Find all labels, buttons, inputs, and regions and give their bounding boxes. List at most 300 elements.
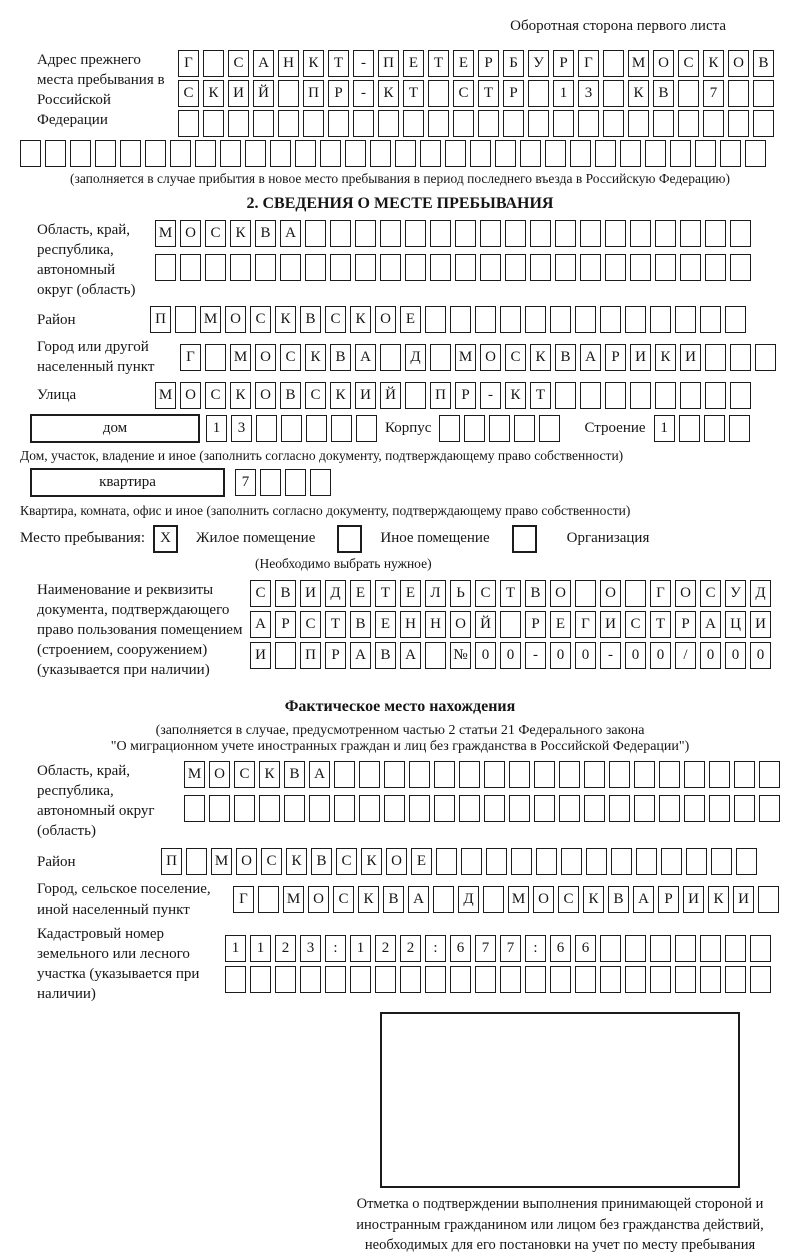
char-box bbox=[684, 795, 705, 822]
checkbox-cell[interactable]: X bbox=[153, 525, 178, 553]
char-box: М bbox=[230, 344, 251, 371]
char-box: 3 bbox=[231, 415, 252, 442]
char-box bbox=[559, 761, 580, 788]
char-box bbox=[180, 254, 201, 281]
house-number-line bbox=[206, 415, 377, 442]
char-box bbox=[70, 140, 91, 167]
char-box: 7 bbox=[235, 469, 256, 496]
char-box bbox=[260, 469, 281, 496]
char-box bbox=[425, 306, 446, 333]
char-box bbox=[405, 254, 426, 281]
char-box bbox=[625, 580, 646, 607]
char-box bbox=[634, 795, 655, 822]
char-box bbox=[705, 254, 726, 281]
char-box bbox=[356, 415, 377, 442]
char-box bbox=[455, 254, 476, 281]
char-box bbox=[630, 254, 651, 281]
house-type-box: дом bbox=[30, 414, 200, 443]
char-box: Т bbox=[478, 80, 499, 107]
char-box bbox=[400, 966, 421, 993]
char-box bbox=[505, 220, 526, 247]
char-box bbox=[285, 469, 306, 496]
char-box: К bbox=[530, 344, 551, 371]
korpus-line bbox=[439, 415, 560, 442]
checkbox-cell[interactable] bbox=[512, 525, 537, 553]
char-box bbox=[730, 254, 751, 281]
stroenie-line bbox=[654, 415, 750, 442]
char-box bbox=[353, 110, 374, 137]
district-label: Район bbox=[37, 311, 76, 328]
char-box: В bbox=[255, 220, 276, 247]
char-box: Е bbox=[375, 611, 396, 638]
prev-address-line-2 bbox=[178, 80, 774, 107]
cadastre-row bbox=[20, 924, 780, 1004]
organization-checkbox[interactable] bbox=[512, 525, 537, 553]
district-line bbox=[150, 306, 746, 333]
apartment-number-line bbox=[235, 469, 331, 496]
char-box: О bbox=[255, 382, 276, 409]
char-box bbox=[280, 254, 301, 281]
char-box: А bbox=[350, 642, 371, 669]
stay-option-residential bbox=[153, 525, 337, 553]
char-box bbox=[205, 254, 226, 281]
region-line-2 bbox=[155, 254, 751, 281]
char-box bbox=[528, 110, 549, 137]
char-box bbox=[439, 415, 460, 442]
char-box bbox=[330, 220, 351, 247]
char-box: С bbox=[280, 344, 301, 371]
char-box: И bbox=[600, 611, 621, 638]
stay-type-label: Место пребывания: bbox=[20, 530, 145, 547]
char-box bbox=[650, 935, 671, 962]
char-box bbox=[634, 761, 655, 788]
char-box bbox=[284, 795, 305, 822]
char-box: А bbox=[408, 886, 429, 913]
char-box bbox=[328, 110, 349, 137]
char-box bbox=[525, 306, 546, 333]
actual-region-label: Область, край, республика, автономный округ (область) bbox=[37, 763, 155, 840]
char-box bbox=[278, 80, 299, 107]
char-box bbox=[145, 140, 166, 167]
char-box: - bbox=[600, 642, 621, 669]
char-box bbox=[503, 110, 524, 137]
char-box bbox=[670, 140, 691, 167]
char-box: С bbox=[205, 220, 226, 247]
char-box bbox=[730, 220, 751, 247]
char-box bbox=[600, 306, 621, 333]
char-box: К bbox=[230, 220, 251, 247]
char-box bbox=[258, 886, 279, 913]
char-box: 0 bbox=[750, 642, 771, 669]
char-box: С bbox=[678, 50, 699, 77]
char-box: С bbox=[558, 886, 579, 913]
stay-option-organization bbox=[512, 525, 658, 553]
char-box: К bbox=[230, 382, 251, 409]
char-box: 0 bbox=[475, 642, 496, 669]
char-box: Т bbox=[530, 382, 551, 409]
char-box bbox=[661, 848, 682, 875]
char-box: О bbox=[209, 761, 230, 788]
street-line bbox=[155, 382, 751, 409]
char-box bbox=[350, 966, 371, 993]
char-box: Г bbox=[178, 50, 199, 77]
char-box: Р bbox=[478, 50, 499, 77]
organization-label: Организация bbox=[566, 530, 650, 547]
char-box: 0 bbox=[625, 642, 646, 669]
residential-checkbox[interactable] bbox=[153, 525, 178, 553]
document-line-1 bbox=[250, 580, 771, 607]
char-box: С bbox=[453, 80, 474, 107]
char-box bbox=[420, 140, 441, 167]
char-box bbox=[550, 306, 571, 333]
char-box bbox=[700, 306, 721, 333]
char-box bbox=[553, 110, 574, 137]
char-box: М bbox=[508, 886, 529, 913]
char-box bbox=[434, 795, 455, 822]
house-note: Дом, участок, владение и иное (заполнить согласно документу, подтверждающему право собственности) bbox=[20, 447, 624, 463]
char-box bbox=[680, 254, 701, 281]
char-box bbox=[480, 220, 501, 247]
char-box bbox=[525, 966, 546, 993]
char-box: Е bbox=[550, 611, 571, 638]
char-box: О bbox=[675, 580, 696, 607]
char-box: Д bbox=[458, 886, 479, 913]
char-box: К bbox=[708, 886, 729, 913]
char-box bbox=[555, 254, 576, 281]
prev-address-label: Адрес прежнего места пребывания в Российской Федерации bbox=[37, 52, 165, 129]
char-box bbox=[433, 886, 454, 913]
char-box: Г bbox=[650, 580, 671, 607]
char-box bbox=[609, 761, 630, 788]
char-box bbox=[514, 415, 535, 442]
char-box bbox=[559, 795, 580, 822]
char-box bbox=[679, 415, 700, 442]
char-box bbox=[678, 110, 699, 137]
char-box bbox=[430, 344, 451, 371]
char-box: В bbox=[350, 611, 371, 638]
char-box: М bbox=[155, 382, 176, 409]
char-box: М bbox=[200, 306, 221, 333]
char-box bbox=[750, 935, 771, 962]
actual-district-row bbox=[20, 848, 780, 875]
actual-region-line-1 bbox=[184, 761, 780, 788]
char-box bbox=[186, 848, 207, 875]
char-box bbox=[753, 110, 774, 137]
char-box bbox=[245, 140, 266, 167]
char-box bbox=[480, 254, 501, 281]
prev-address-line-4 bbox=[20, 140, 780, 167]
char-box bbox=[310, 469, 331, 496]
char-box bbox=[205, 344, 226, 371]
char-box: М bbox=[628, 50, 649, 77]
char-box bbox=[720, 140, 741, 167]
char-box bbox=[530, 254, 551, 281]
char-box bbox=[478, 110, 499, 137]
char-box: К bbox=[330, 382, 351, 409]
char-box bbox=[461, 848, 482, 875]
char-box: Е bbox=[350, 580, 371, 607]
actual-city-line bbox=[233, 886, 779, 913]
section2-title: 2. СВЕДЕНИЯ О МЕСТЕ ПРЕБЫВАНИЯ bbox=[246, 195, 554, 212]
char-box: 1 bbox=[225, 935, 246, 962]
char-box: К bbox=[583, 886, 604, 913]
char-box bbox=[305, 220, 326, 247]
char-box bbox=[678, 80, 699, 107]
char-box bbox=[345, 140, 366, 167]
char-box: 0 bbox=[700, 642, 721, 669]
char-box bbox=[655, 254, 676, 281]
char-box bbox=[628, 110, 649, 137]
char-box bbox=[758, 886, 779, 913]
city-line bbox=[180, 344, 776, 371]
char-box: В bbox=[555, 344, 576, 371]
char-box bbox=[586, 848, 607, 875]
char-box: Е bbox=[411, 848, 432, 875]
char-box bbox=[625, 966, 646, 993]
char-box: - bbox=[353, 50, 374, 77]
char-box bbox=[275, 642, 296, 669]
char-box bbox=[380, 254, 401, 281]
char-box: М bbox=[155, 220, 176, 247]
char-box bbox=[384, 795, 405, 822]
char-box bbox=[355, 254, 376, 281]
char-box bbox=[605, 254, 626, 281]
char-box bbox=[728, 110, 749, 137]
page-side-note: Оборотная сторона первого листа bbox=[510, 18, 726, 34]
char-box: 6 bbox=[550, 935, 571, 962]
char-box: Д bbox=[325, 580, 346, 607]
char-box: М bbox=[211, 848, 232, 875]
char-box bbox=[378, 110, 399, 137]
char-box bbox=[445, 140, 466, 167]
char-box: С bbox=[300, 611, 321, 638]
actual-city-row bbox=[20, 879, 780, 919]
checkbox-cell[interactable] bbox=[337, 525, 362, 553]
char-box bbox=[486, 848, 507, 875]
char-box bbox=[680, 220, 701, 247]
char-box: 0 bbox=[650, 642, 671, 669]
char-box: Т bbox=[375, 580, 396, 607]
apartment-note: Квартира, комната, офис и иное (заполнить согласно документу, подтверждающему право собственности) bbox=[20, 502, 631, 518]
char-box bbox=[178, 110, 199, 137]
char-box: В bbox=[525, 580, 546, 607]
char-box: О bbox=[600, 580, 621, 607]
region-label: Область, край, республика, автономный округ (область) bbox=[37, 222, 136, 299]
city-label: Город или другой населенный пункт bbox=[37, 339, 155, 376]
char-box: В bbox=[300, 306, 321, 333]
char-box: О bbox=[533, 886, 554, 913]
prev-address-line-3 bbox=[178, 110, 774, 137]
char-box bbox=[650, 966, 671, 993]
char-box bbox=[295, 140, 316, 167]
char-box: - bbox=[525, 642, 546, 669]
actual-district-line bbox=[161, 848, 757, 875]
char-box bbox=[759, 761, 780, 788]
char-box: К bbox=[358, 886, 379, 913]
char-box bbox=[575, 966, 596, 993]
char-box: К bbox=[628, 80, 649, 107]
char-box bbox=[736, 848, 757, 875]
other-premises-checkbox[interactable] bbox=[337, 525, 362, 553]
char-box: К bbox=[655, 344, 676, 371]
char-box: С bbox=[625, 611, 646, 638]
char-box: № bbox=[450, 642, 471, 669]
char-box bbox=[95, 140, 116, 167]
stay-option-other bbox=[337, 525, 511, 553]
char-box bbox=[395, 140, 416, 167]
char-box bbox=[425, 966, 446, 993]
cadastre-line-2 bbox=[225, 966, 771, 993]
char-box: Й bbox=[253, 80, 274, 107]
char-box bbox=[725, 306, 746, 333]
char-box bbox=[120, 140, 141, 167]
char-box bbox=[475, 306, 496, 333]
char-box bbox=[278, 110, 299, 137]
char-box bbox=[436, 848, 457, 875]
char-box: Т bbox=[403, 80, 424, 107]
ownership-document-row bbox=[20, 580, 780, 680]
char-box: А bbox=[700, 611, 721, 638]
char-box bbox=[330, 254, 351, 281]
char-box: Р bbox=[503, 80, 524, 107]
char-box bbox=[475, 966, 496, 993]
char-box: М bbox=[184, 761, 205, 788]
char-box: К bbox=[378, 80, 399, 107]
char-box: Р bbox=[553, 50, 574, 77]
char-box bbox=[170, 140, 191, 167]
char-box: С bbox=[505, 344, 526, 371]
char-box bbox=[675, 306, 696, 333]
char-box: : bbox=[425, 935, 446, 962]
char-box bbox=[253, 110, 274, 137]
char-box bbox=[534, 795, 555, 822]
char-box bbox=[380, 344, 401, 371]
char-box bbox=[536, 848, 557, 875]
prev-address-note: (заполняется в случае прибытия в новое место пребывания в период последнего въезда в Российскую Федерацию) bbox=[69, 171, 731, 186]
char-box bbox=[625, 935, 646, 962]
char-box: П bbox=[378, 50, 399, 77]
char-box bbox=[600, 966, 621, 993]
char-box bbox=[483, 886, 504, 913]
char-box: О bbox=[375, 306, 396, 333]
char-box bbox=[184, 795, 205, 822]
char-box: В bbox=[275, 580, 296, 607]
char-box: П bbox=[303, 80, 324, 107]
char-box bbox=[603, 110, 624, 137]
char-box bbox=[500, 966, 521, 993]
char-box bbox=[511, 848, 532, 875]
char-box bbox=[209, 795, 230, 822]
char-box bbox=[675, 966, 696, 993]
char-box: К bbox=[361, 848, 382, 875]
char-box bbox=[464, 415, 485, 442]
char-box bbox=[380, 220, 401, 247]
char-box: О bbox=[480, 344, 501, 371]
char-box: 3 bbox=[578, 80, 599, 107]
char-box bbox=[155, 254, 176, 281]
char-box bbox=[175, 306, 196, 333]
char-box bbox=[650, 306, 671, 333]
char-box: О bbox=[386, 848, 407, 875]
char-box bbox=[705, 382, 726, 409]
char-box: О bbox=[255, 344, 276, 371]
char-box bbox=[430, 254, 451, 281]
char-box bbox=[580, 382, 601, 409]
char-box: С bbox=[700, 580, 721, 607]
char-box: М bbox=[283, 886, 304, 913]
char-box bbox=[730, 344, 751, 371]
region-line-1 bbox=[155, 220, 751, 247]
char-box bbox=[270, 140, 291, 167]
char-box: П bbox=[300, 642, 321, 669]
char-box: К bbox=[350, 306, 371, 333]
char-box bbox=[625, 306, 646, 333]
char-box: Р bbox=[325, 642, 346, 669]
char-box: С bbox=[228, 50, 249, 77]
char-box bbox=[555, 220, 576, 247]
prev-address-line-1 bbox=[178, 50, 774, 77]
char-box bbox=[359, 795, 380, 822]
char-box bbox=[355, 220, 376, 247]
char-box bbox=[570, 140, 591, 167]
char-box: К bbox=[275, 306, 296, 333]
char-box bbox=[455, 220, 476, 247]
char-box bbox=[45, 140, 66, 167]
char-box bbox=[220, 140, 241, 167]
char-box: Т bbox=[500, 580, 521, 607]
char-box bbox=[605, 382, 626, 409]
char-box: Т bbox=[325, 611, 346, 638]
char-box bbox=[700, 935, 721, 962]
char-box bbox=[20, 140, 41, 167]
cadastre-line-1 bbox=[225, 935, 771, 962]
char-box bbox=[729, 415, 750, 442]
char-box: 2 bbox=[275, 935, 296, 962]
char-box: Д bbox=[750, 580, 771, 607]
cadastre-label: Кадастровый номер земельного или лесного участка (указывается при наличии) bbox=[37, 925, 200, 1002]
char-box: И bbox=[750, 611, 771, 638]
char-box: В bbox=[280, 382, 301, 409]
char-box bbox=[539, 415, 560, 442]
document-line-3 bbox=[250, 642, 771, 669]
char-box bbox=[734, 761, 755, 788]
house-row bbox=[20, 414, 780, 443]
char-box bbox=[734, 795, 755, 822]
char-box bbox=[428, 80, 449, 107]
char-box: И bbox=[733, 886, 754, 913]
other-premises-label: Иное помещение bbox=[380, 530, 490, 547]
char-box: 7 bbox=[500, 935, 521, 962]
char-box: В bbox=[330, 344, 351, 371]
char-box bbox=[580, 254, 601, 281]
char-box bbox=[375, 966, 396, 993]
stroenie-label: Строение bbox=[584, 419, 646, 436]
char-box: 0 bbox=[500, 642, 521, 669]
char-box: Ц bbox=[725, 611, 746, 638]
char-box: Р bbox=[525, 611, 546, 638]
char-box: 1 bbox=[206, 415, 227, 442]
char-box: С bbox=[178, 80, 199, 107]
char-box bbox=[495, 140, 516, 167]
char-box bbox=[331, 415, 352, 442]
char-box: О bbox=[450, 611, 471, 638]
city-row bbox=[20, 337, 780, 377]
char-box: И bbox=[228, 80, 249, 107]
char-box bbox=[425, 642, 446, 669]
char-box: С bbox=[234, 761, 255, 788]
char-box bbox=[711, 848, 732, 875]
char-box bbox=[509, 761, 530, 788]
